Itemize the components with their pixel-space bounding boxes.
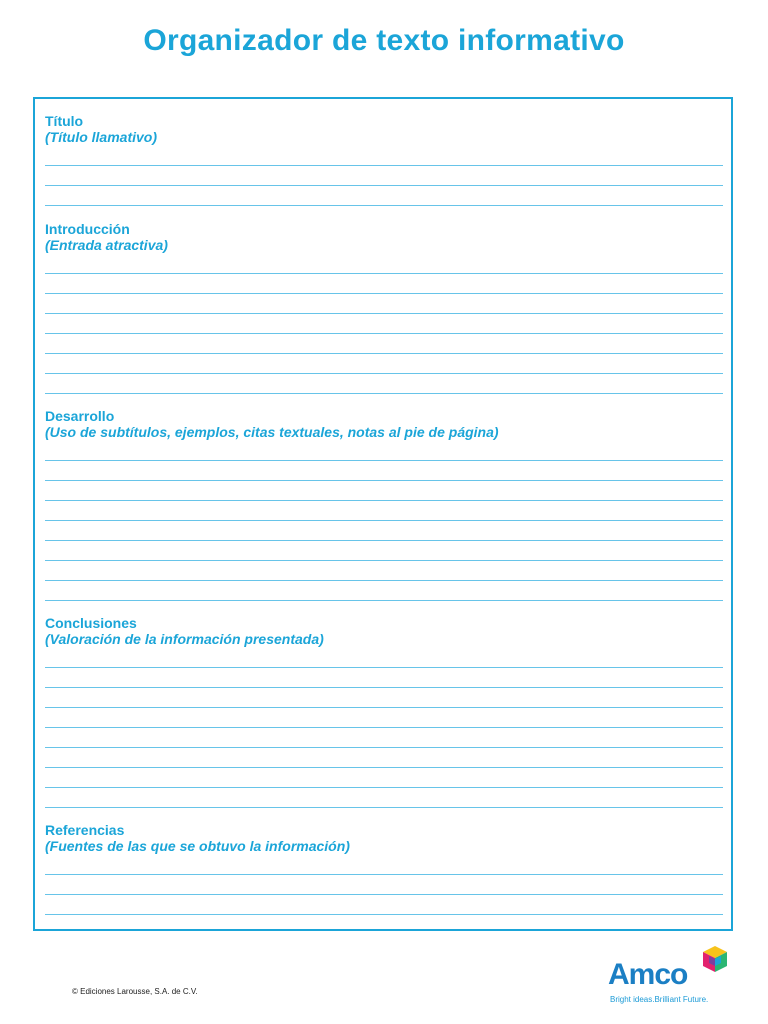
section-label: Conclusiones — [45, 615, 137, 631]
writing-line[interactable] — [45, 313, 723, 314]
section-titulo — [45, 113, 723, 145]
logo-wordmark: Amco — [608, 958, 688, 991]
writing-line[interactable] — [45, 293, 723, 294]
section-referencias — [45, 822, 723, 854]
section-hint: (Valoración de la información presentada) — [45, 631, 324, 647]
section-hint: (Título llamativo) — [45, 129, 157, 145]
section-introduccion — [45, 221, 723, 253]
writing-line[interactable] — [45, 353, 723, 354]
writing-line[interactable] — [45, 600, 723, 601]
writing-line[interactable] — [45, 727, 723, 728]
writing-line[interactable] — [45, 667, 723, 668]
writing-line[interactable] — [45, 687, 723, 688]
organizer-frame — [33, 97, 733, 931]
writing-line[interactable] — [45, 500, 723, 501]
writing-line[interactable] — [45, 373, 723, 374]
writing-line[interactable] — [45, 914, 723, 915]
writing-line[interactable] — [45, 185, 723, 186]
section-hint: (Uso de subtítulos, ejemplos, citas textuales, notas al pie de página) — [45, 424, 499, 440]
writing-line[interactable] — [45, 580, 723, 581]
writing-line[interactable] — [45, 480, 723, 481]
writing-line[interactable] — [45, 520, 723, 521]
logo-tagline: Bright ideas.Brilliant Future. — [610, 995, 709, 1004]
cube-logo-icon — [700, 944, 730, 974]
writing-line[interactable] — [45, 894, 723, 895]
writing-line[interactable] — [45, 165, 723, 166]
section-desarrollo — [45, 408, 723, 440]
writing-line[interactable] — [45, 707, 723, 708]
section-label: Título — [45, 113, 84, 129]
writing-line[interactable] — [45, 333, 723, 334]
amco-logo — [608, 940, 738, 1010]
page-title: Organizador de texto informativo — [143, 24, 625, 57]
writing-line[interactable] — [45, 560, 723, 561]
writing-line[interactable] — [45, 874, 723, 875]
section-label: Desarrollo — [45, 408, 115, 424]
writing-line[interactable] — [45, 273, 723, 274]
writing-line[interactable] — [45, 787, 723, 788]
writing-line[interactable] — [45, 807, 723, 808]
writing-line[interactable] — [45, 393, 723, 394]
writing-line[interactable] — [45, 540, 723, 541]
writing-line[interactable] — [45, 767, 723, 768]
writing-line[interactable] — [45, 205, 723, 206]
writing-line[interactable] — [45, 747, 723, 748]
section-hint: (Entrada atractiva) — [45, 237, 168, 253]
section-label: Introducción — [45, 221, 130, 237]
writing-line[interactable] — [45, 460, 723, 461]
section-conclusiones — [45, 615, 723, 647]
copyright-notice: © Ediciones Larousse, S.A. de C.V. — [72, 987, 198, 996]
section-hint: (Fuentes de las que se obtuvo la información) — [45, 838, 350, 854]
section-label: Referencias — [45, 822, 125, 838]
